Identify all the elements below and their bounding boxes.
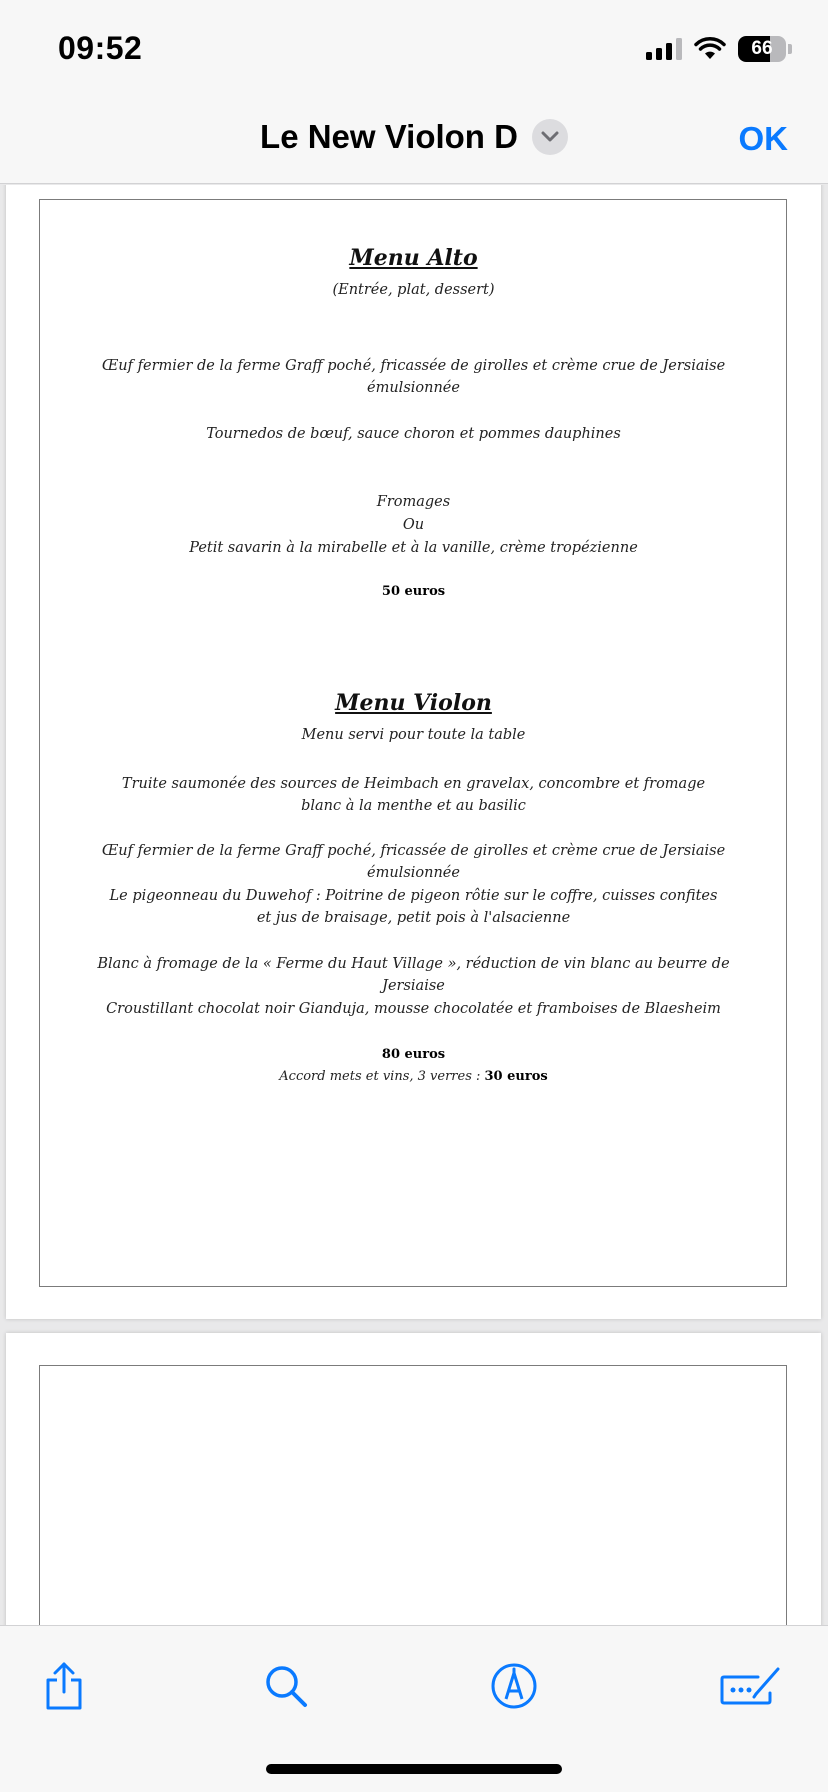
menu-violon-course-3: Le pigeonneau du Duwehof : Poitrine de pigeon rôtie sur le coffre, cuisses confites et jus de braisage, petit pois à l'alsacienne [109, 888, 718, 926]
search-button[interactable] [256, 1656, 316, 1716]
menu-alto-subtitle: (Entrée, plat, dessert) [332, 282, 495, 298]
battery-icon [738, 36, 792, 62]
chevron-down-icon[interactable] [532, 119, 568, 155]
markup-icon[interactable] [489, 1661, 539, 1711]
pdf-page-1 [6, 185, 821, 1319]
signal-icon [646, 38, 682, 60]
document-viewer[interactable] [0, 185, 828, 1625]
menu-violon-course-5: Croustillant chocolat noir Gianduja, mousse chocolatée et framboises de Blaesheim [106, 1001, 721, 1017]
battery-level: 66 [751, 38, 773, 59]
document-title-menu[interactable] [0, 118, 828, 156]
menu-violon-price: 80 euros [381, 1047, 446, 1062]
pdf-page-2 [6, 1333, 821, 1625]
markup-button[interactable] [484, 1656, 544, 1716]
menu-violon-title: Menu Violon [335, 690, 492, 716]
wifi-icon [694, 37, 726, 61]
menu-alto-price: 50 euros [381, 584, 446, 599]
nav-bar [0, 96, 828, 184]
menu-alto-dessert-or: Ou [402, 517, 425, 533]
menu-alto-dessert-1: Fromages [376, 494, 451, 510]
status-time: 09:52 [58, 30, 143, 66]
page-border [39, 1365, 787, 1625]
home-indicator[interactable] [266, 1764, 562, 1774]
menu-alto-entree: Œuf fermier de la ferme Graff poché, fricassée de girolles et crème crue de Jersiaise émulsionnée [101, 358, 726, 396]
document-title[interactable]: Le New Violon D [260, 118, 518, 155]
menu-violon-course-2: Œuf fermier de la ferme Graff poché, fricassée de girolles et crème crue de Jersiaise émulsionnée [101, 843, 726, 881]
done-button[interactable]: OK [738, 120, 788, 157]
menu-violon-course-4: Blanc à fromage de la « Ferme du Haut Village », réduction de vin blanc au beurre de Jersiaise [97, 956, 730, 994]
status-bar [0, 0, 828, 96]
pairing-label: Accord mets et vins, 3 verres : [279, 1069, 485, 1084]
menu-violon-subtitle: Menu servi pour toute la table [301, 727, 526, 743]
form-fill-button[interactable] [716, 1656, 786, 1716]
status-icons [646, 34, 792, 64]
menu-alto-plat: Tournedos de bœuf, sauce choron et pommes dauphines [206, 426, 621, 442]
share-button[interactable] [34, 1656, 94, 1716]
menu-violon-pairing [66, 1066, 761, 1088]
search-icon[interactable] [262, 1662, 310, 1710]
pairing-price: 30 euros [484, 1069, 548, 1084]
share-icon[interactable] [42, 1660, 86, 1712]
menu-alto-dessert-2: Petit savarin à la mirabelle et à la vanille, crème tropézienne [189, 540, 638, 556]
menu-alto-title: Menu Alto [349, 245, 478, 271]
form-fill-icon[interactable] [718, 1663, 784, 1709]
menu-violon-course-1: Truite saumonée des sources de Heimbach en gravelax, concombre et fromage blanc à la menthe et au basilic [121, 776, 706, 814]
